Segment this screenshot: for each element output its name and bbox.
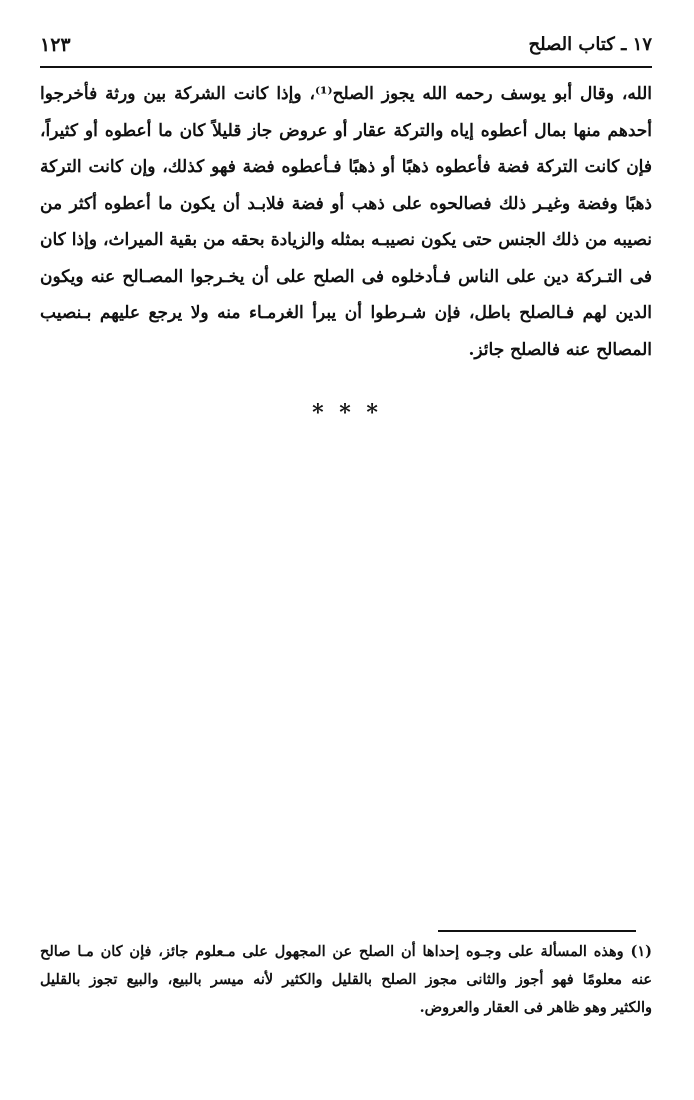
text-line: المصالح عنه فالصلح جائز.	[468, 339, 652, 360]
text-line: فى التـركة دين على الناس فـأدخلوه فى الصلح على أن يخـرجوا المصـالح عنه ويكون	[40, 266, 652, 287]
text-line: نصيبه من ذلك الجنس حتى يكون نصيبـه بمثله والزيادة بحقه من بقية الميراث، وإذا كان	[40, 230, 652, 250]
footnotes	[40, 938, 652, 1022]
text-line: أحدهم منها بمال أعطوه إياه والتركة عقار أو عروض جاز قليلاً كان ما أعطوه أو كثيراً،	[40, 120, 652, 141]
page-number: ١٢٣	[40, 34, 71, 56]
text-line: الله، وقال أبو يوسف رحمه الله يجوز الصلح⁽¹⁾، وإذا كانت الشركة بين ورثة فأخرجوا	[40, 84, 652, 104]
main-text	[40, 76, 652, 368]
footnote-line: (١) وهذه المسألة على وجـوه إحداها أن الصلح عن المجهول على مـعلوم جائز، فإن كان مـا صالح	[40, 943, 652, 960]
text-line: ذهبًا وفضة وغيـر ذلك فصالحوه على ذهب أو فضة فلابـد أن يكون ما أعطوه أكثر من	[40, 193, 652, 214]
footnote-divider	[438, 930, 636, 932]
footnote-line: والكثير وهو ظاهر فى العقار والعروض.	[419, 999, 652, 1016]
footnote-line: عنه معلومًا فهو أجوز والثانى مجوز الصلح بالقليل والكثير لأنه ميسر بالبيع، والبيع تجوز بالقليل	[40, 971, 652, 988]
text-line: فإن كانت التركة فضة فأعطوه ذهبًا أو ذهبًا فـأعطوه فضة فهو كذلك، وإن كانت التركة	[40, 157, 652, 177]
running-title: ١٧ ـ كتاب الصلح	[528, 34, 652, 55]
page-header	[40, 34, 652, 68]
section-separator: * * *	[312, 400, 382, 426]
text-line: الدين لهم فـالصلح باطل، فإن شـرطوا أن يبرأ الغرمـاء منه ولا يرجع عليهم بـنصيب	[40, 303, 652, 323]
